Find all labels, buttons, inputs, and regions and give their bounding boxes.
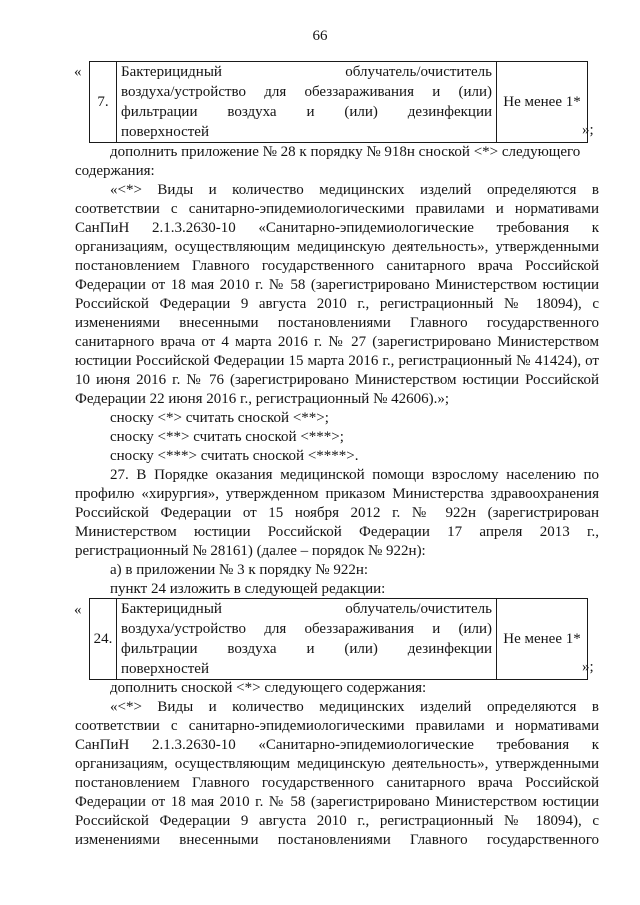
text-line: юстиции Российской Федерации 15 марта 2016 г., регистрационный № 41424), от xyxy=(75,353,599,369)
description-line: фильтрации воздуха и (или) дезинфекции xyxy=(121,641,492,657)
text-line: «<*> Виды и количество медицинских изделий определяются в xyxy=(110,699,599,715)
text-line: Федерации 22 июня 2016 г., регистрационный № 42606).»; xyxy=(75,391,450,407)
row-number: 24. xyxy=(90,599,117,680)
table-row xyxy=(90,599,588,680)
table2-close: »; xyxy=(582,659,594,675)
text-line: 10 июня 2016 г. № 76 (зарегистрировано Министерством юстиции Российской xyxy=(75,372,599,388)
item-description xyxy=(117,599,497,680)
description-line: Бактерицидный облучатель/очиститель xyxy=(121,601,492,617)
text-line: регистрационный № 28161) (далее – порядок № 922н): xyxy=(75,543,426,559)
text-line: изменениями внесенными постановлениями Главного государственного xyxy=(75,832,599,848)
row-number: 7. xyxy=(90,62,117,143)
equipment-table-2 xyxy=(89,598,588,680)
item-description xyxy=(117,62,497,143)
text-line: Российской Федерации 9 августа 2010 г., регистрационный № 18094), с xyxy=(75,813,599,829)
text-line: Российской Федерации 9 августа 2010 г., регистрационный № 18094), с xyxy=(75,296,599,312)
equipment-table-1 xyxy=(89,61,588,143)
description-line: Бактерицидный облучатель/очиститель xyxy=(121,64,492,80)
text-line: Федерации от 18 мая 2010 г. № 58 (зарегистрировано Министерством юстиции xyxy=(75,794,599,810)
item-quantity: Не менее 1* xyxy=(497,599,588,680)
description-line: воздуха/устройство для обеззараживания и (или) xyxy=(121,84,492,100)
item-quantity: Не менее 1* xyxy=(497,62,588,143)
text-line: «<*> Виды и количество медицинских изделий определяются в xyxy=(110,182,599,198)
text-line: соответствии с санитарно-эпидемиологическими правилами и нормативами xyxy=(75,201,599,217)
text-line: Министерством юстиции Российской Федерации 17 апреля 2013 г., xyxy=(75,524,599,540)
text-line: СанПиН 2.1.3.2630-10 «Санитарно-эпидемиологические требования к xyxy=(75,737,599,753)
text-line: организациям, осуществляющим медицинскую деятельность», утвержденными xyxy=(75,239,599,255)
text-line: постановлением Главного государственного санитарного врача Российской xyxy=(75,258,599,274)
text-line: Российской Федерации от 15 ноября 2012 г. № 922н (зарегистрирован xyxy=(75,505,599,521)
table2-open-quote: « xyxy=(74,602,82,618)
description-line: фильтрации воздуха и (или) дезинфекции xyxy=(121,104,492,120)
text-line: постановлением Главного государственного санитарного врача Российской xyxy=(75,775,599,791)
text-line: сноску <**> считать сноской <***>; xyxy=(110,429,344,445)
text-line: санитарного врача от 4 марта 2016 г. № 27 (зарегистрировано Министерством xyxy=(75,334,599,350)
text-line: сноску <*> считать сноской <**>; xyxy=(110,410,329,426)
table-row xyxy=(90,62,588,143)
text-line: сноску <***> считать сноской <****>. xyxy=(110,448,359,464)
text-line: пункт 24 изложить в следующей редакции: xyxy=(110,581,386,597)
table1-close: »; xyxy=(582,122,594,138)
text-line: дополнить приложение № 28 к порядку № 918н сноской <*> следующего xyxy=(110,144,581,160)
page-number: 66 xyxy=(312,28,328,44)
description-line: воздуха/устройство для обеззараживания и (или) xyxy=(121,621,492,637)
description-line: поверхностей xyxy=(121,124,209,140)
text-line: соответствии с санитарно-эпидемиологическими правилами и нормативами xyxy=(75,718,599,734)
text-line: профилю «хирургия», утвержденном приказом Министерства здравоохранения xyxy=(75,486,599,502)
table1-open-quote: « xyxy=(74,64,82,80)
text-line: а) в приложении № 3 к порядку № 922н: xyxy=(110,562,369,578)
text-line: 27. В Порядке оказания медицинской помощи взрослому населению по xyxy=(110,467,599,483)
text-line: организациям, осуществляющим медицинскую деятельность», утвержденными xyxy=(75,756,599,772)
text-line: содержания: xyxy=(75,163,155,179)
text-line: СанПиН 2.1.3.2630-10 «Санитарно-эпидемиологические требования к xyxy=(75,220,599,236)
description-line: поверхностей xyxy=(121,661,209,677)
text-line: дополнить сноской <*> следующего содержания: xyxy=(110,680,427,696)
text-line: изменениями внесенными постановлениями Главного государственного xyxy=(75,315,599,331)
text-line: Федерации от 18 мая 2010 г. № 58 (зарегистрировано Министерством юстиции xyxy=(75,277,599,293)
